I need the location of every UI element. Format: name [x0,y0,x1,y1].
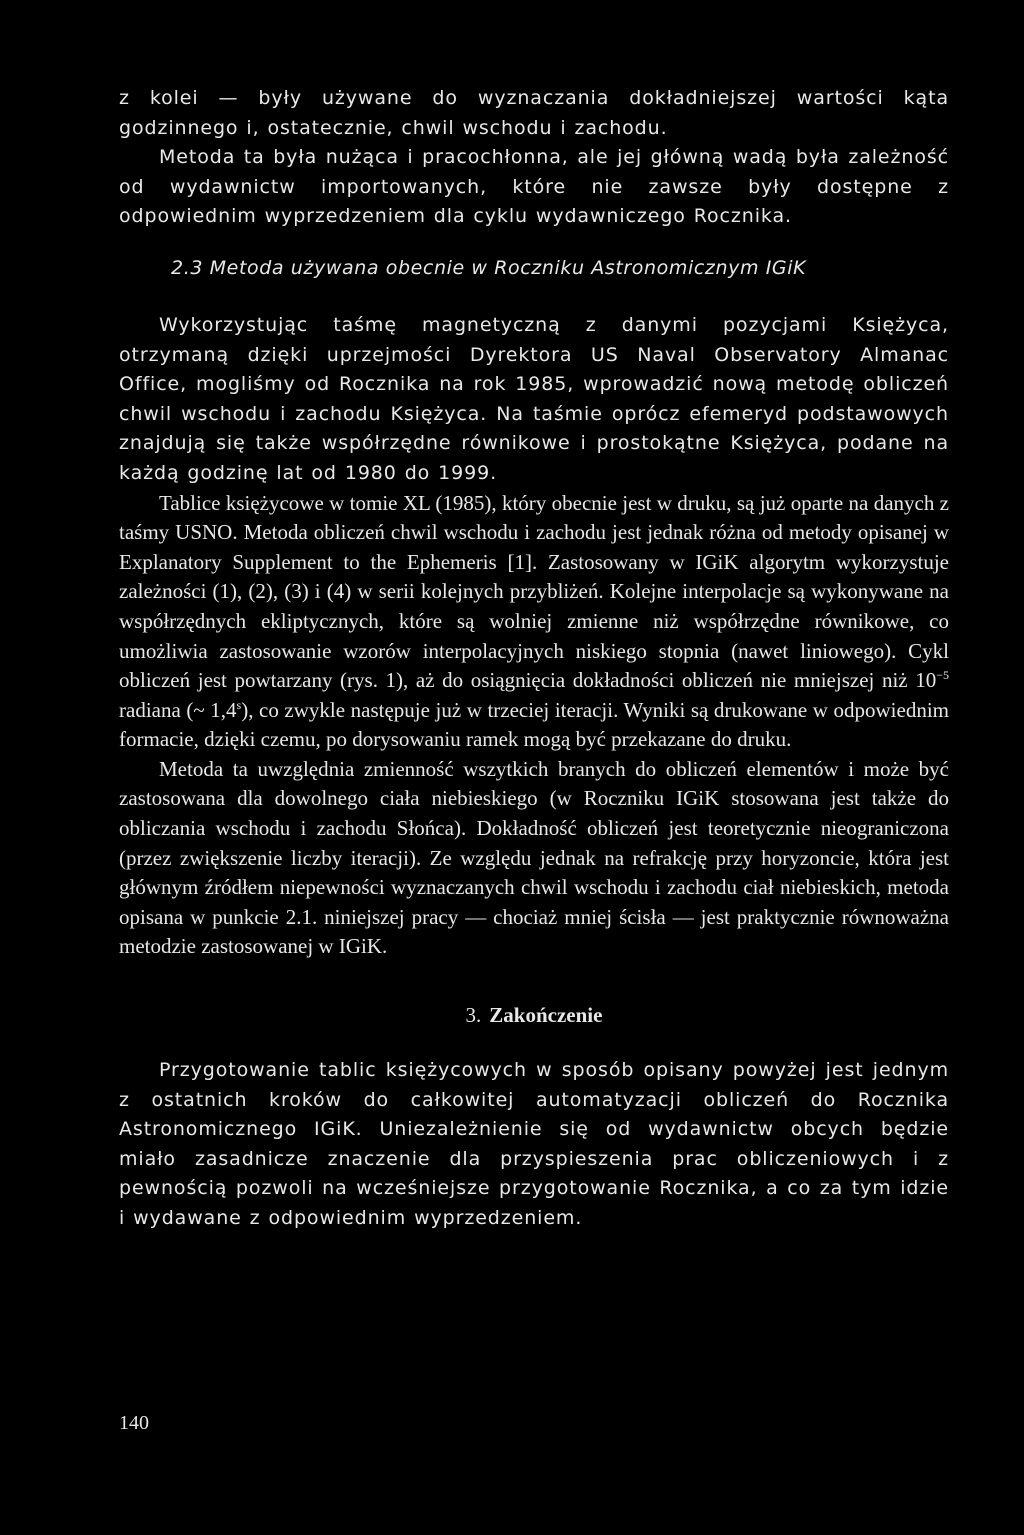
subsection-title: Metoda używana obecnie w Roczniku Astronomicznym IGiK [209,256,807,279]
paragraph-algorithm [119,489,949,755]
text-run: Na taśmie oprócz efemeryd podstawowych znajdują się także współrzędne równikowe i prostokątne Księżyca, podane na każdą godzinę lat od 1980 do 1999. [119,402,949,484]
text-run: Wykorzystując taśmę magnetyczną z danymi pozycjami Księżyca, otrzymaną dzięki uprzejmości Dyrektora US Naval Observatory Almanac Office, mogliśmy od Rocznika na rok 1985, wprowadzić nową metodę obliczeń chwil wschodu i zachodu Księżyca. [119,313,949,425]
exponent: −5 [936,668,949,683]
paragraph-method-scope: Metoda ta uwzględnia zmienność wszytkich branych do obliczeń elementów i może być zastosowana dla dowolnego ciała niebieskiego (w Roczniku IGiK stosowana jest także do obliczania wschodu i zachodu Słońca). Dokładność obliczeń jest teoretycznie nieograniczona (przez zwiększenie liczby iteracji). Ze względu jednak na refrakcję przy horyzoncie, która jest głównym źródłem niepewności wyznaczanych chwil wschodu i zachodu ciał niebieskich, metoda opisana w punkcie 2.1. niniejszej pracy — chociaż mniej ścisła — jest praktycznie równoważna metodzie zastosowanej w IGiK. [119,756,949,959]
page-number: 140 [119,1412,149,1434]
seconds-superscript: s [236,697,242,712]
text-run: Tablice księżycowe w tomie XL (1985), który obecnie jest w druku, są już oparte na danych z taśmy USNO. [119,490,949,545]
page-body [119,84,949,1234]
paragraph-magnetic-tape [119,311,949,489]
section-number: 3. [465,1003,482,1028]
text-run: radiana (~ 1,4 [119,697,237,722]
subsection-heading [119,254,949,283]
subsection-number: 2.3 [171,256,204,279]
section-title: Zakończenie [489,1003,603,1028]
paragraph-method-drawbacks: Metoda ta była nużąca i pracochłonna, ale jej główną wadą była zależność od wydawnictw importowanych, które nie zawsze były dostępne z odpowiednim wyprzedzeniem dla cyklu wydawniczego Rocznika. [119,146,949,228]
paragraph-continuation: z kolei — były używane do wyznaczania dokładniejszej wartości kąta godzinnego i, ostatecznie, chwil wschodu i zachodu. [119,87,949,139]
text-run: Metoda obliczeń chwil wschodu i zachodu jest jednak różna od metody opisanej w Explanatory Supplement to the Ephemeris [1]. Zastosowany w IGiK algorytm wykorzystuje zależności (1), (2), (3) i (4) w serii kolejnych przybliżeń. Kolejne interpolacje są wykonywane na współrzędnych ekliptycznych, które są wolniej zmienne niż współrzędne równikowe, co umożliwia zastosowanie wzorów interpolacyjnych niskiego stopnia (nawet liniowego). Cykl obliczeń jest powtarzany (rys. 1), aż do osiągnięcia dokładności obliczeń nie mniejszej niż 10 [119,520,950,693]
paragraph-conclusion: Przygotowanie tablic księżycowych w sposób opisany powyżej jest jednym z ostatnich kroków do całkowitej automatyzacji obliczeń do Rocznika Astronomicznego IGiK. Uniezależnienie się od wydawnictw obcych będzie miało zasadnicze znaczenie dla przyspieszenia prac obliczeniowych i z pewnością pozwoli na wcześniejsze przygotowanie Rocznika, a co za tym idzie i wydawane z odpowiednim wyprzedzeniem. [119,1059,949,1229]
section-heading [119,1001,949,1030]
text-run: ), co zwykle następuje już w trzeciej iteracji. Wyniki są drukowane w odpowiednim formacie, dzięki czemu, po dorysowaniu ramek mogą być przekazane do druku. [119,697,950,752]
